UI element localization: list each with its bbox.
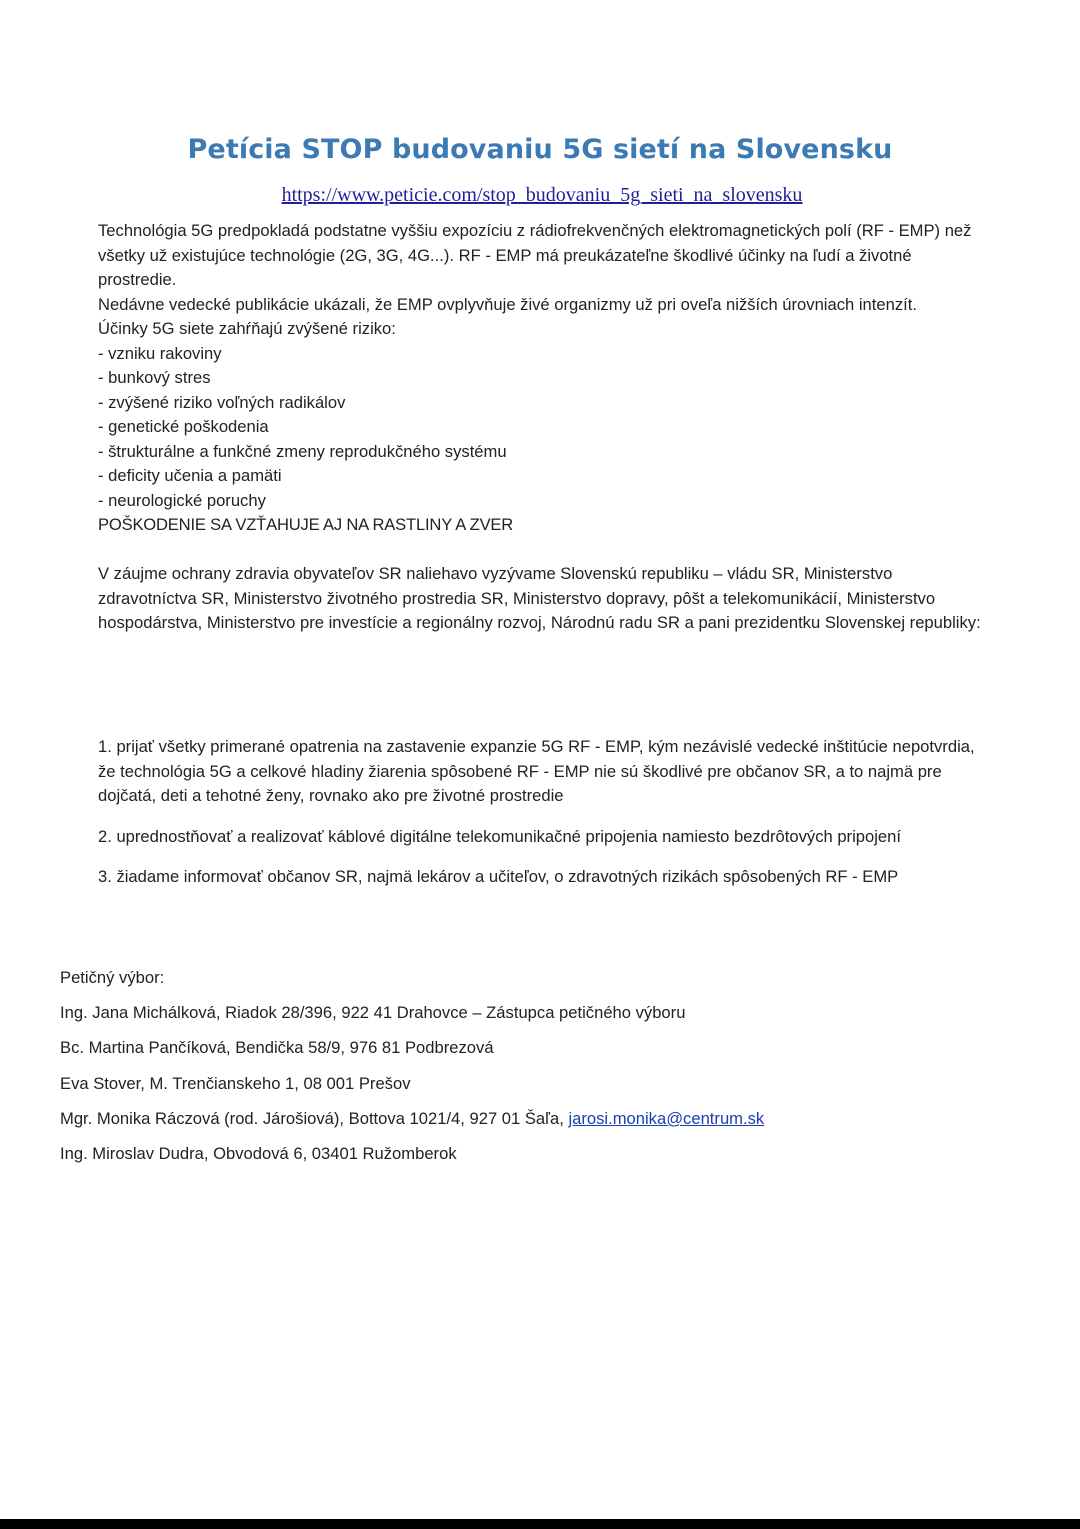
committee-member: Ing. Miroslav Dudra, Obvodová 6, 03401 Ružomberok (60, 1143, 457, 1163)
risk-item: - deficity učenia a pamäti (98, 466, 282, 485)
committee-heading: Petičný výbor: (60, 968, 165, 987)
demand-item: 3. žiadame informovať občanov SR, najmä lekárov a učiteľov, o zdravotných rizikách spôsobených RF - EMP (98, 867, 899, 886)
petition-link[interactable]: https://www.peticie.com/stop_budovaniu_5g_sieti_na_slovensku (281, 184, 803, 206)
committee-member-text: Mgr. Monika Ráczová (rod. Járošiová), Bottova 1021/4, 927 01 Šaľa, (60, 1108, 569, 1128)
notice-text: POŠKODENIE SA VZŤAHUJE AJ NA RASTLINY A ZVER (98, 515, 514, 534)
intro-paragraph-3: Účinky 5G siete zahŕňajú zvýšené riziko: (98, 319, 396, 338)
committee-member: Bc. Martina Pančíková, Bendička 58/9, 976 81 Podbrezová (60, 1038, 494, 1058)
demand-item: 1. prijať všetky primerané opatrenia na zastavenie expanzie 5G RF - EMP, kým nezávislé vedecké inštitúcie nepotvrdia, že technológia 5G a celkové hladiny žiarenia spôsobené RF - EMP nie sú škodlivé pre občanov SR, a to najmä pre dojčatá, deti a tehotné ženy, rovnako ako pre životné prostredie (98, 737, 975, 805)
email-link[interactable]: jarosi.monika@centrum.sk (568, 1108, 765, 1128)
page-title: Petícia STOP budovaniu 5G sietí na Slovensku (187, 134, 893, 165)
committee-member (60, 1107, 960, 1131)
bottom-bar (0, 1519, 1080, 1529)
committee-member: Eva Stover, M. Trenčianskeho 1, 08 001 Prešov (60, 1073, 411, 1093)
intro-section (98, 219, 988, 636)
intro-paragraph-1: Technológia 5G predpokladá podstatne vyššiu expozíciu z rádiofrekvenčných elektromagnetických polí (RF - EMP) než všetky už existujúce technológie (2G, 3G, 4G...). RF - EMP má preukázateľne škodlivé účinky na ľudí a životné prostredie. (98, 221, 972, 289)
committee-section (60, 966, 960, 1177)
demand-item: 2. uprednostňovať a realizovať káblové digitálne telekomunikačné pripojenia namiesto bezdrôtových pripojení (98, 826, 901, 846)
demands-list (98, 735, 988, 906)
risk-item: - bunkový stres (98, 368, 211, 387)
risk-item: - štrukturálne a funkčné zmeny reprodukčného systému (98, 441, 507, 461)
spacer (98, 538, 988, 563)
committee-member: Ing. Jana Michálková, Riadok 28/396, 922 41 Drahovce – Zástupca petičného výboru (60, 1003, 686, 1023)
risk-item: - genetické poškodenia (98, 417, 269, 436)
risk-item: - zvýšené riziko voľných radikálov (98, 392, 346, 412)
appeal-paragraph: V záujme ochrany zdravia obyvateľov SR naliehavo vyzývame Slovenskú republiku – vládu SR, Ministerstvo zdravotníctva SR, Ministerstvo životného prostredia SR, Ministerstvo dopravy, pôšt a telekomunikácií, Ministerstvo hospodárstva, Ministerstvo pre investície a regionálny rozvoj, Národnú radu SR a pani prezidentku Slovenskej republiky: (98, 564, 981, 632)
risk-item: - vzniku rakoviny (98, 343, 222, 363)
risk-item: - neurologické poruchy (98, 490, 266, 510)
intro-paragraph-2: Nedávne vedecké publikácie ukázali, že EMP ovplyvňuje živé organizmy už pri oveľa nižších úrovniach intenzít. (98, 294, 917, 314)
